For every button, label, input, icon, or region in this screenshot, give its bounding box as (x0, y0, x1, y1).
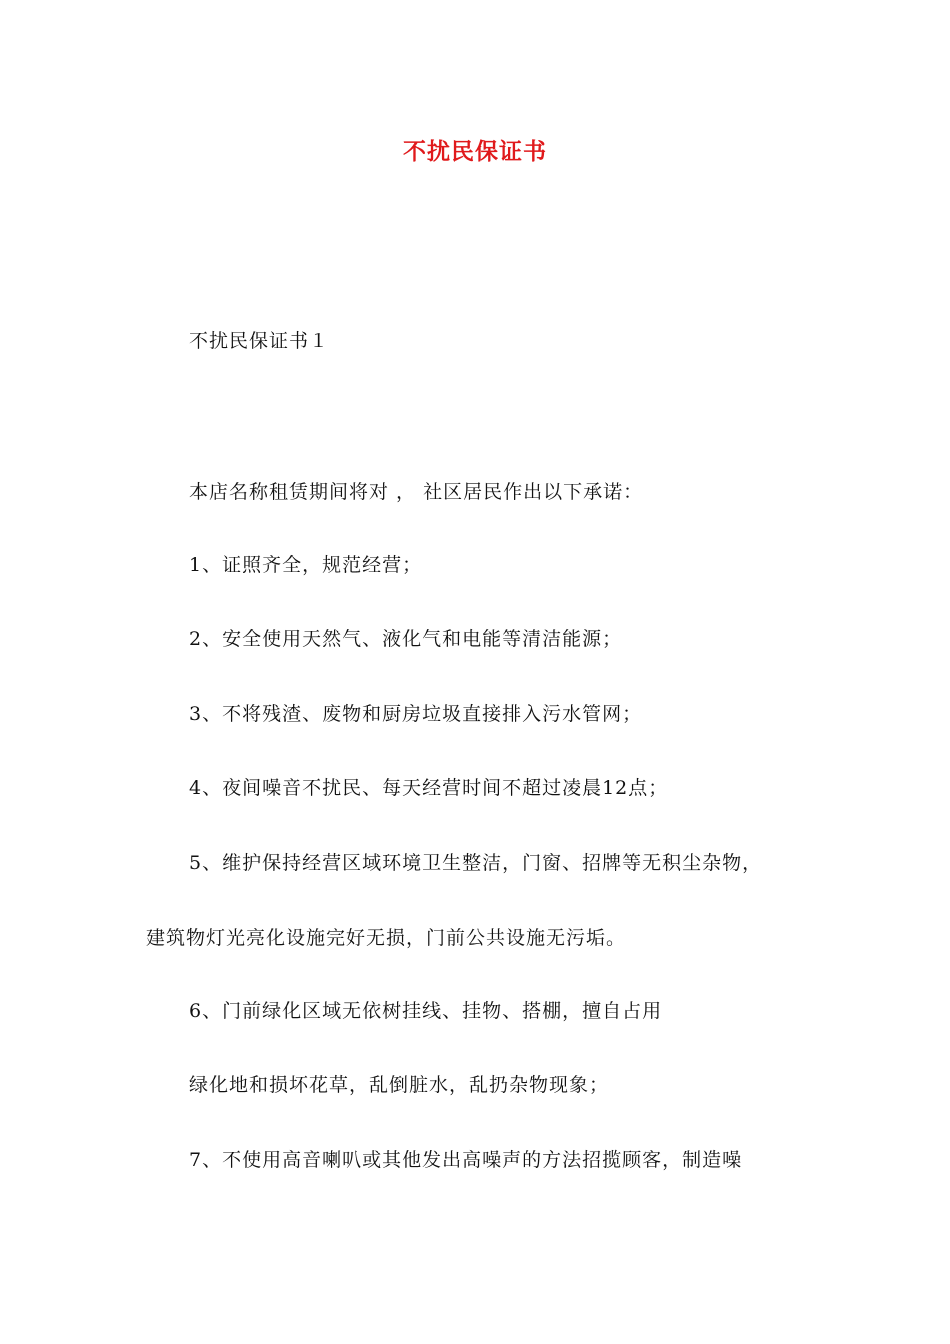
list-item-4: 4、夜间噪音不扰民、每天经营时间不超过凌晨12点； (189, 777, 669, 799)
list-item-2: 2、安全使用天然气、液化气和电能等清洁能源； (189, 628, 623, 650)
list-item-5: 5、维护保持经营区域环境卫生整洁，门窗、招牌等无积尘杂物， (189, 852, 763, 874)
paragraph-intro: 本店名称租赁期间将对 ， 社区居民作出以下承诺： (189, 481, 644, 503)
document-title: 不扰民保证书 (403, 138, 547, 165)
list-item-7: 7、不使用高音喇叭或其他发出高噪声的方法招揽顾客，制造噪 (189, 1149, 743, 1171)
section-heading: 不扰民保证书１ (189, 330, 330, 352)
list-item-3: 3、不将残渣、废物和厨房垃圾直接排入污水管网； (189, 703, 643, 725)
list-item-1: 1、证照齐全，规范经营； (189, 554, 423, 576)
list-item-6-continued: 绿化地和损坏花草，乱倒脏水，乱扔杂物现象； (189, 1074, 610, 1096)
list-item-6: 6、门前绿化区域无依树挂线、挂物、搭棚，擅自占用 (189, 1000, 663, 1022)
list-item-5-continued: 建筑物灯光亮化设施完好无损，门前公共设施无污垢。 (146, 927, 627, 949)
